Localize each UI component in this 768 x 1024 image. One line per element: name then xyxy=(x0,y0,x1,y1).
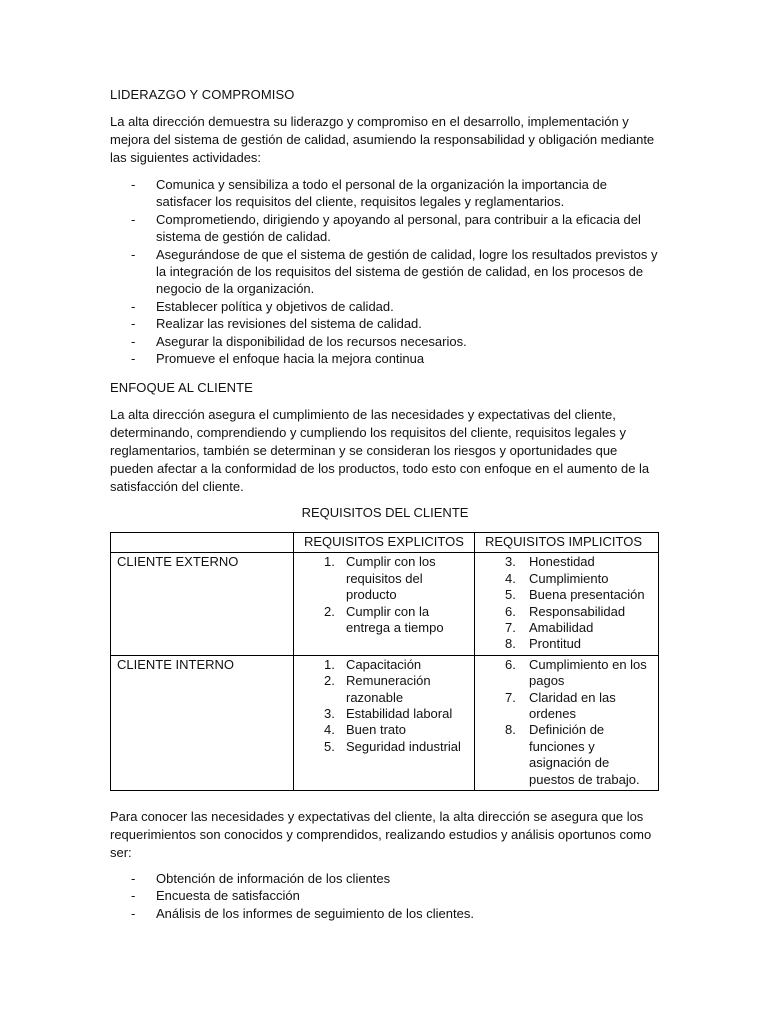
list-item: - Asegurar la disponibilidad de los recursos necesarios. xyxy=(131,333,467,349)
row-label: CLIENTE EXTERNO xyxy=(111,553,294,655)
dash-bullet: - xyxy=(131,351,136,367)
section-title-enfoque: ENFOQUE AL CLIENTE xyxy=(110,380,253,395)
table-header-cell xyxy=(111,533,294,553)
list-item: 3. Estabilidad laboral xyxy=(324,706,453,722)
list-item: - Establecer política y objetivos de calidad. xyxy=(131,298,394,314)
dash-bullet: - xyxy=(131,298,136,314)
implicit-cell xyxy=(475,655,659,790)
list-item: 3. Honestidad xyxy=(505,554,595,570)
explicit-cell xyxy=(294,655,475,790)
list-item: - Comprometiendo, dirigiendo y apoyando al personal, para contribuir a la eficacia del sistema de gestión de calidad. xyxy=(131,211,641,245)
list-item: - Realizar las revisiones del sistema de calidad. xyxy=(131,316,422,332)
section-intro-liderazgo: La alta dirección demuestra su liderazgo y compromiso en el desarrollo, implementación y mejora del sistema de gestión de calidad, asumiendo la responsabilidad y obligación mediante las siguientes actividades: xyxy=(110,114,655,165)
list-item: 8. Prontitud xyxy=(505,636,582,652)
dash-bullet: - xyxy=(131,211,136,227)
table-header-cell: REQUISITOS EXPLICITOS xyxy=(294,533,475,553)
list-item: 1. Capacitación xyxy=(324,656,422,672)
table-title: REQUISITOS DEL CLIENTE xyxy=(301,505,469,520)
list-item: 2. Remuneración razonable xyxy=(324,673,431,705)
list-item: 4. Buen trato xyxy=(324,722,406,738)
list-item: 5. Seguridad industrial xyxy=(324,738,461,754)
implicit-cell xyxy=(475,553,659,655)
table-row xyxy=(111,553,659,655)
list-item: 4. Cumplimiento xyxy=(505,570,609,586)
list-item: 5. Buena presentación xyxy=(505,587,645,603)
dash-bullet: - xyxy=(131,888,136,904)
table-header-row xyxy=(111,533,659,553)
row-label: CLIENTE INTERNO xyxy=(111,655,294,790)
table-row xyxy=(111,655,659,790)
list-item: - Asegurándose de que el sistema de gestión de calidad, logre los resultados previstos y la integración de los requisitos del sistema de gestión de calidad, en los procesos de negocio de la organización. xyxy=(131,246,658,297)
methods-list xyxy=(110,870,660,922)
activities-list xyxy=(110,176,660,367)
list-item: 7. Amabilidad xyxy=(505,620,594,636)
list-item: - Análisis de los informes de seguimiento de los clientes. xyxy=(131,905,474,921)
list-item: 2. Cumplir con la entrega a tiempo xyxy=(324,603,444,636)
list-item: - Comunica y sensibiliza a todo el personal de la organización la importancia de satisfacer los requisitos del cliente, requisitos legales y reglamentarios. xyxy=(131,177,607,210)
requirements-table xyxy=(110,532,659,791)
dash-bullet: - xyxy=(131,177,136,192)
section-intro-enfoque: La alta dirección asegura el cumplimiento de las necesidades y expectativas del cliente, determinando, comprendiendo y cumpliendo los requisitos del cliente, requisitos legales y reglamentarios, también se determinan y se consideran los riesgos y oportunidades que pueden afectar a la conformidad de los productos, todo esto con enfoque en el aumento de la satisfacción del cliente. xyxy=(110,407,650,494)
list-item: 7. Claridad en las ordenes xyxy=(505,689,616,722)
dash-bullet: - xyxy=(131,316,136,332)
explicit-cell xyxy=(294,553,475,655)
dash-bullet: - xyxy=(131,905,136,921)
dash-bullet: - xyxy=(131,871,136,886)
list-item: 6. Cumplimiento en los pagos xyxy=(505,656,647,689)
table-header-cell: REQUISITOS IMPLICITOS xyxy=(475,533,659,553)
section-title-liderazgo: LIDERAZGO Y COMPROMISO xyxy=(110,87,295,102)
dash-bullet: - xyxy=(131,333,136,349)
list-item: 6. Responsabilidad xyxy=(505,603,626,619)
list-item: 1. Cumplir con los requisitos del producto xyxy=(324,554,436,603)
list-item: - Encuesta de satisfacción xyxy=(131,888,300,904)
dash-bullet: - xyxy=(131,246,136,262)
section-intro-conocer: Para conocer las necesidades y expectativas del cliente, la alta dirección se asegura que los requerimientos son conocidos y comprendidos, realizando estudios y análisis oportunos como ser: xyxy=(110,809,652,860)
list-item: 8. Definición de funciones y asignación de puestos de trabajo. xyxy=(505,722,640,787)
list-item: - Promueve el enfoque hacia la mejora continua xyxy=(131,351,425,367)
list-item: - Obtención de información de los clientes xyxy=(131,871,391,886)
